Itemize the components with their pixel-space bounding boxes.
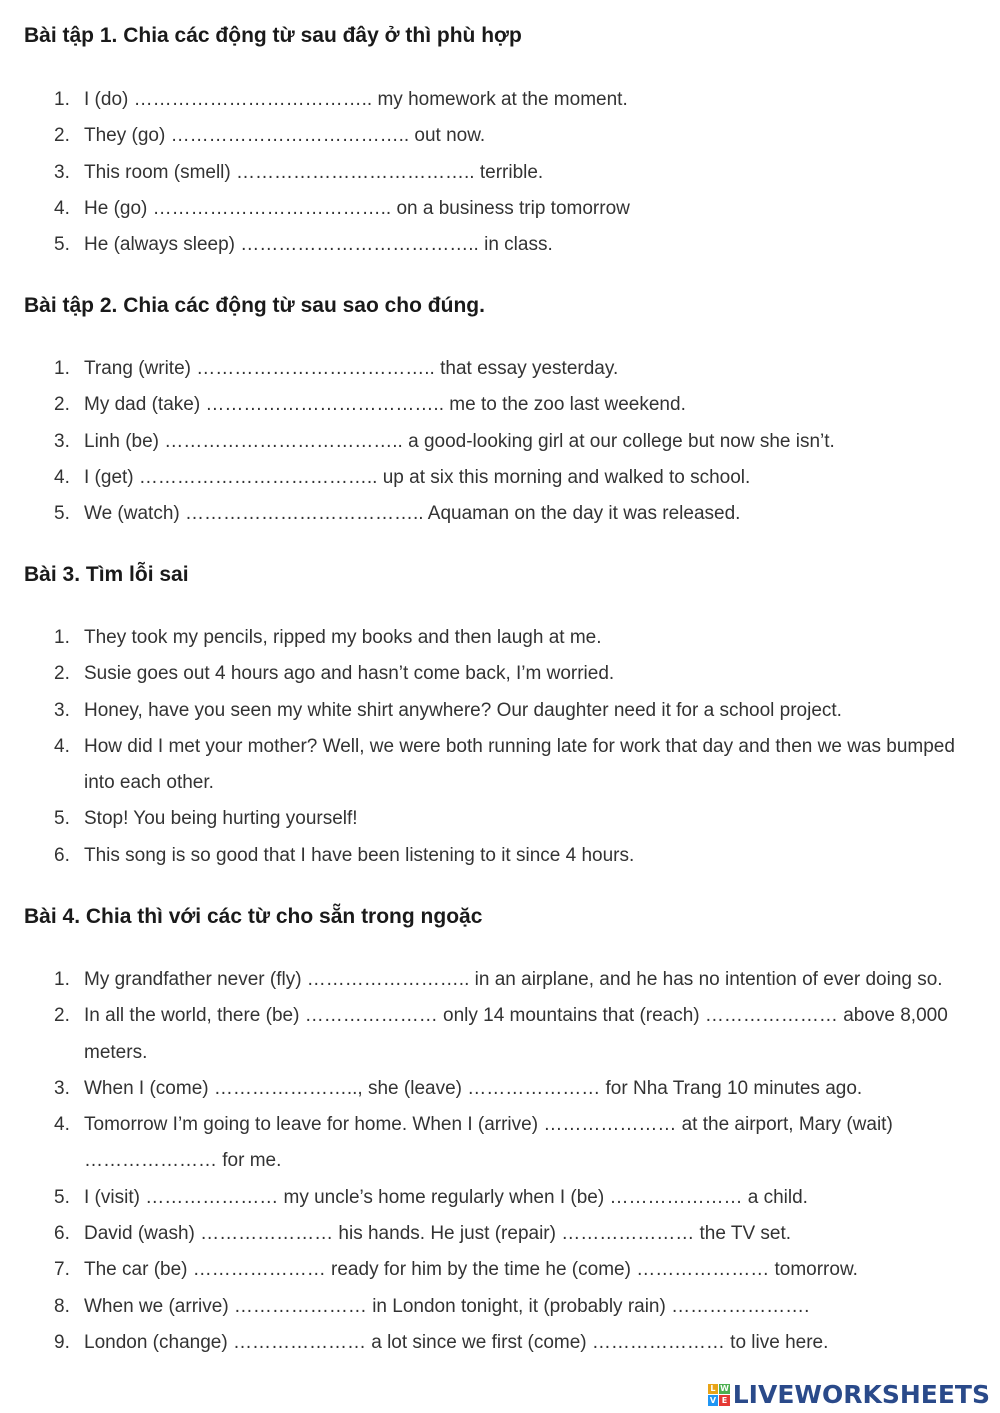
list-item: 3. Honey, have you seen my white shirt anywhere? Our daughter need it for a school project. <box>54 699 842 721</box>
list-item: 1. They took my pencils, ripped my books and then laugh at me. <box>54 627 602 648</box>
list-item: 6. David (wash) ………………… his hands. He just (repair) ………………… the TV set. <box>54 1223 792 1245</box>
list-item: 3. Linh (be) ……………………………….. a good-looking girl at our college but now she isn’t. <box>54 430 835 452</box>
list-item: 7. The car (be) ………………… ready for him by the time he (come) ………………… tomorrow. <box>54 1259 858 1281</box>
list-item: 2. My dad (take) ……………………………….. me to the zoo last weekend. <box>54 394 686 416</box>
section-1-list <box>0 82 1000 263</box>
liveworksheets-logo-text: LIVEWORKSHEETS <box>732 1380 990 1409</box>
liveworksheets-logo <box>708 1380 990 1409</box>
liveworksheets-logo-icon: L W V E <box>708 1384 730 1406</box>
section-2-title: Bài tập 2. Chia các động từ sau sao cho đúng. <box>24 294 485 317</box>
list-item: 3. When I (come) ………………….., she (leave) ………………… for Nha Trang 10 minutes ago. <box>54 1077 863 1099</box>
list-item: 4. He (go) ……………………………….. on a business trip tomorrow <box>54 197 630 219</box>
section-4-title: Bài 4. Chia thì với các từ cho sẵn trong ngoặc <box>24 905 483 928</box>
list-item: 8. When we (arrive) ………………… in London tonight, it (probably rain) …………………. <box>54 1295 810 1317</box>
list-item: 1. I (do) ……………………………….. my homework at the moment. <box>54 89 628 110</box>
section-3-title: Bài 3. Tìm lỗi sai <box>24 563 189 586</box>
list-item: 4. I (get) ……………………………….. up at six this morning and walked to school. <box>54 466 751 488</box>
section-1-title: Bài tập 1. Chia các động từ sau đây ở thì phù hợp <box>24 24 522 47</box>
list-item: 1. My grandfather never (fly) …………………….. in an airplane, and he has no intention of ever doing so. <box>54 969 943 990</box>
list-item: 5. He (always sleep) ……………………………….. in class. <box>54 234 553 256</box>
list-item: 2. In all the world, there (be) ………………… only 14 mountains that (reach) ………………… above 8,000 meters. <box>54 1005 948 1063</box>
list-item: 2. They (go) ……………………………….. out now. <box>54 125 486 147</box>
list-item: 6. This song is so good that I have been listening to it since 4 hours. <box>54 844 635 866</box>
list-item: 2. Susie goes out 4 hours ago and hasn’t come back, I’m worried. <box>54 663 615 685</box>
list-item: 4. Tomorrow I’m going to leave for home. When I (arrive) ………………… at the airport, Mary (wait) ………………… for me. <box>54 1114 893 1172</box>
list-item: 5. I (visit) ………………… my uncle’s home regularly when I (be) ………………… a child. <box>54 1186 808 1208</box>
list-item: 4. How did I met your mother? Well, we were both running late for work that day and then we was bumped into each other. <box>54 735 955 794</box>
list-item: 3. This room (smell) ……………………………….. terrible. <box>54 161 544 183</box>
list-item: 5. Stop! You being hurting yourself! <box>54 808 358 830</box>
section-4-list <box>0 962 1000 1361</box>
list-item: 5. We (watch) ……………………………….. Aquaman on the day it was released. <box>54 503 741 525</box>
section-2-list <box>0 351 1000 532</box>
list-item: 9. London (change) ………………… a lot since we first (come) ………………… to live here. <box>54 1331 829 1353</box>
list-item: 1. Trang (write) ……………………………….. that essay yesterday. <box>54 358 619 379</box>
section-3-list <box>0 620 1000 874</box>
